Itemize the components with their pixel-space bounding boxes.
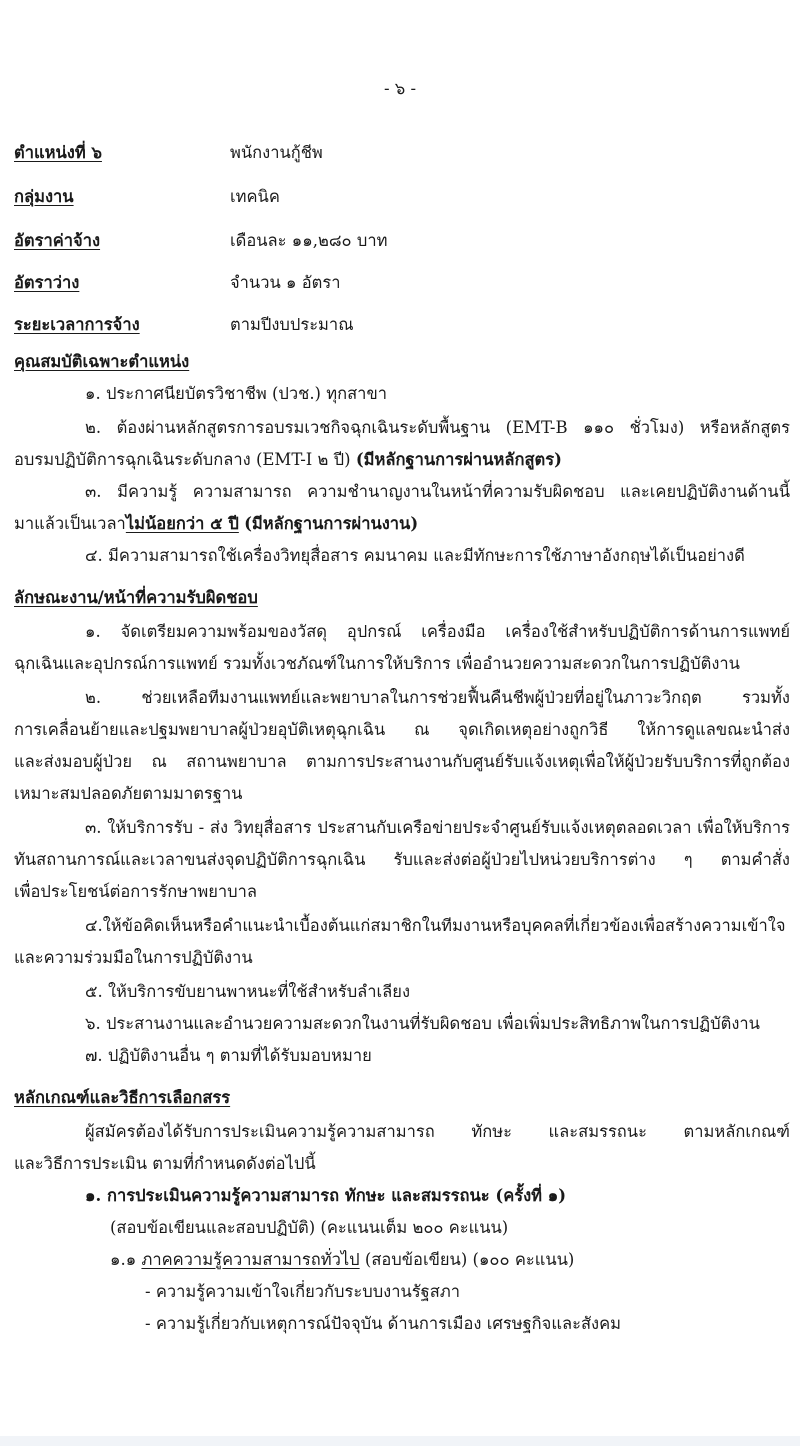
qualification-item: ๒. ต้องผ่านหลักสูตรการอบรมเวชกิจฉุกเฉินระดับพื้นฐาน (EMT-B ๑๑๐ ชั่วโมง) หรือหลักสูตร (85, 418, 790, 437)
field-value: เทคนิค (230, 187, 280, 206)
duty-item: ๒. ช่วยเหลือทีมงานแพทย์และพยาบาลในการช่วยฟื้นคืนชีพผู้ป่วยที่อยู่ในภาวะวิกฤต รวมทั้ง (85, 688, 790, 707)
duty-item: ๖. ประสานงานและอำนวยความสะดวกในงานที่รับผิดชอบ เพื่อเพิ่มประสิทธิภาพในการปฏิบัติงาน (85, 1014, 760, 1033)
duty-item-cont: ฉุกเฉินและอุปกรณ์การแพทย์ รวมทั้งเวชภัณฑ์ในการให้บริการ เพื่ออำนวยความสะดวกในการปฏิบัติงาน (14, 654, 740, 673)
field-label: ระยะเวลาการจ้าง (14, 315, 140, 334)
duty-item: ๕. ให้บริการขับยานพาหนะที่ใช้สำหรับลำเลียง (85, 982, 411, 1001)
qualification-item: ๓. มีความรู้ ความสามารถ ความชำนาญงานในหน้าที่ความรับผิดชอบ และเคยปฏิบัติงานด้านนี้ (85, 482, 790, 501)
qualifications-heading: คุณสมบัติเฉพาะตำแหน่ง (14, 352, 190, 371)
field-label: ตำแหน่งที่ ๖ (14, 143, 102, 162)
duty-item-cont: การเคลื่อนย้ายและปฐมพยาบาลผู้ป่วยอุบัติเหตุฉุกเฉิน ณ จุดเกิดเหตุอย่างถูกวิธี ให้การดูแลขณะนำส่ง (14, 720, 790, 739)
field-label: อัตราค่าจ้าง (14, 231, 101, 250)
selection-intro-cont: และวิธีการประเมิน ตามที่กำหนดดังต่อไปนี้ (14, 1154, 316, 1173)
qualification-item: ๑. ประกาศนียบัตรวิชาชีพ (ปวช.) ทุกสาขา (85, 384, 387, 403)
duty-item-cont: เพื่อประโยชน์ต่อการรักษาพยาบาล (14, 882, 258, 901)
field-value: พนักงานกู้ชีพ (230, 143, 323, 162)
field-value: เดือนละ ๑๑,๒๘๐ บาท (230, 231, 388, 250)
duty-item: ๑. จัดเตรียมความพร้อมของวัสดุ อุปกรณ์ เครื่องมือ เครื่องใช้สำหรับปฏิบัติการด้านการแพทย์ (85, 622, 790, 641)
duty-item-cont: เหมาะสมปลอดภัยตามมาตรฐาน (14, 784, 243, 803)
selection-intro: ผู้สมัครต้องได้รับการประเมินความรู้ความสามารถ ทักษะ และสมรรถนะ ตามหลักเกณฑ์ (85, 1122, 790, 1141)
selection-heading: หลักเกณฑ์และวิธีการเลือกสรร (14, 1088, 231, 1107)
duty-item: ๔.ให้ข้อคิดเห็นหรือคำแนะนำเบื้องต้นแก่สมาชิกในทีมงานหรือบุคคลที่เกี่ยวข้องเพื่อสร้างความเข้าใจ (85, 916, 786, 935)
qualification-item: ๔. มีความสามารถใช้เครื่องวิทยุสื่อสาร คมนาคม และมีทักษะการใช้ภาษาอังกฤษได้เป็นอย่างดี (85, 546, 745, 565)
bullet-item: - ความรู้ความเข้าใจเกี่ยวกับระบบงานรัฐสภา (145, 1282, 460, 1301)
scan-edge (0, 1436, 800, 1446)
assessment-subitem: ๑.๑ ภาคความรู้ความสามารถทั่วไป (สอบข้อเขียน) (๑๐๐ คะแนน) (110, 1250, 575, 1269)
qualification-item-cont: มาแล้วเป็นเวลาไม่น้อยกว่า ๕ ปี (มีหลักฐานการผ่านงาน) (14, 514, 419, 533)
field-value: ตามปีงบประมาณ (230, 315, 354, 334)
duties-heading: ลักษณะงาน/หน้าที่ความรับผิดชอบ (14, 588, 258, 607)
duty-item-cont: และความร่วมมือในการปฏิบัติงาน (14, 948, 253, 967)
duty-item-cont: และส่งมอบผู้ป่วย ณ สถานพยาบาล ตามการประสานงานกับศูนย์รับแจ้งเหตุเพื่อให้ผู้ป่วยรับบริการที่ถูกต้อง (14, 752, 790, 771)
duty-item-cont: ทันสถานการณ์และเวลาขนส่งจุดปฏิบัติการฉุกเฉิน รับและส่งต่อผู้ป่วยไปหน่วยบริการต่าง ๆ ตามคำสั่ง (14, 850, 790, 869)
duty-item: ๗. ปฏิบัติงานอื่น ๆ ตามที่ได้รับมอบหมาย (85, 1046, 372, 1065)
field-label: กลุ่มงาน (14, 187, 74, 206)
qualification-item-cont: อบรมปฏิบัติการฉุกเฉินระดับกลาง (EMT-I ๒ ปี) (มีหลักฐานการผ่านหลักสูตร) (14, 450, 562, 469)
assessment-note: (สอบข้อเขียนและสอบปฏิบัติ) (คะแนนเต็ม ๒๐๐ คะแนน) (110, 1218, 509, 1237)
page-number: - ๖ - (383, 79, 417, 98)
duty-item: ๓. ให้บริการรับ - ส่ง วิทยุสื่อสาร ประสานกับเครือข่ายประจำศูนย์รับแจ้งเหตุตลอดเวลา เพื่อให้บริการ (85, 818, 790, 837)
field-value: จำนวน ๑ อัตรา (230, 273, 341, 292)
assessment-heading: ๑. การประเมินความรู้ความสามารถ ทักษะ และสมรรถนะ (ครั้งที่ ๑) (85, 1186, 567, 1205)
bullet-item: - ความรู้เกี่ยวกับเหตุการณ์ปัจจุบัน ด้านการเมือง เศรษฐกิจและสังคม (145, 1314, 621, 1333)
field-label: อัตราว่าง (14, 273, 80, 292)
